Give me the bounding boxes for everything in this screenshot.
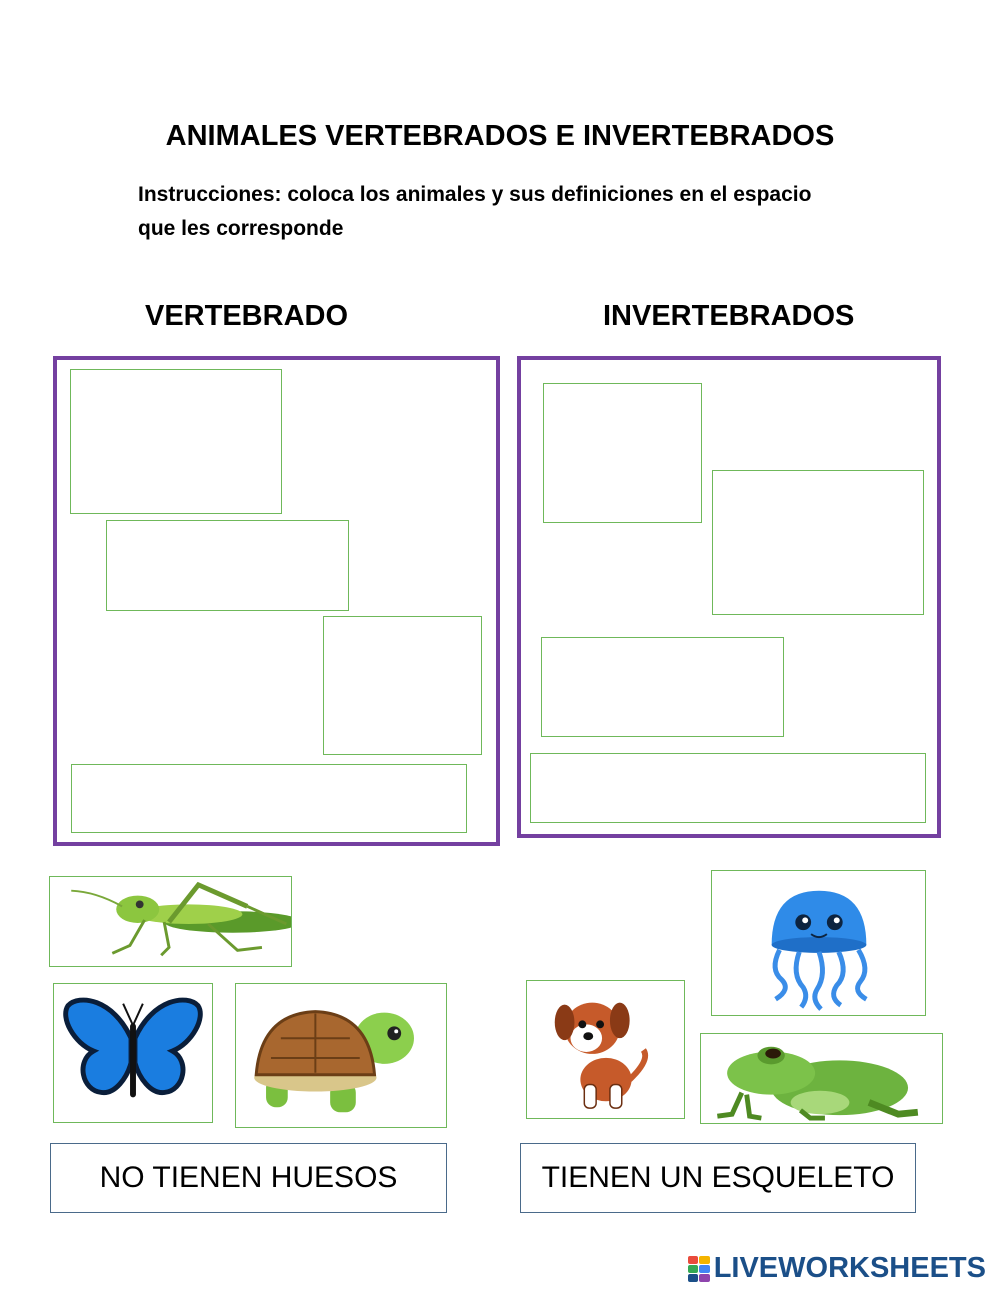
instructions xyxy=(138,178,878,246)
definition-card-tienen-esqueleto[interactable] xyxy=(520,1143,916,1213)
liveworksheets-logo-icon xyxy=(688,1256,710,1282)
vertebrado-drop-slot-3[interactable] xyxy=(323,616,482,755)
vertebrado-drop-slot-1[interactable] xyxy=(70,369,282,514)
frog-card[interactable] xyxy=(700,1033,943,1124)
turtle-icon xyxy=(236,984,446,1127)
instructions-line-1: Instrucciones: coloca los animales y sus definiciones en el espacio xyxy=(138,183,812,206)
definition-card-no-tienen-huesos[interactable] xyxy=(50,1143,447,1213)
butterfly-icon xyxy=(54,984,212,1122)
invertebrados-drop-slot-1[interactable] xyxy=(543,383,702,523)
vertebrado-drop-slot-definition[interactable] xyxy=(71,764,467,833)
dog-card[interactable] xyxy=(526,980,685,1119)
invertebrados-drop-slot-3[interactable] xyxy=(541,637,784,737)
frog-icon xyxy=(701,1034,942,1123)
vertebrado-heading: VERTEBRADO xyxy=(145,300,349,332)
jellyfish-icon xyxy=(712,871,925,1015)
turtle-card[interactable] xyxy=(235,983,447,1128)
grasshopper-card[interactable] xyxy=(49,876,292,967)
vertebrado-drop-slot-2[interactable] xyxy=(106,520,349,611)
liveworksheets-logo xyxy=(688,1252,986,1285)
definition-text: TIENEN UN ESQUELETO xyxy=(541,1161,895,1194)
invertebrados-heading: INVERTEBRADOS xyxy=(603,300,855,332)
liveworksheets-logo-text: LIVEWORKSHEETS xyxy=(713,1252,986,1284)
definition-text: NO TIENEN HUESOS xyxy=(99,1161,398,1194)
invertebrados-drop-slot-definition[interactable] xyxy=(530,753,926,823)
butterfly-card[interactable] xyxy=(53,983,213,1123)
page-title: ANIMALES VERTEBRADOS E INVERTEBRADOS xyxy=(165,120,835,152)
dog-icon xyxy=(527,981,684,1118)
grasshopper-icon xyxy=(50,877,291,966)
invertebrados-drop-slot-2[interactable] xyxy=(712,470,924,615)
instructions-line-2: que les corresponde xyxy=(138,217,344,240)
jellyfish-card[interactable] xyxy=(711,870,926,1016)
